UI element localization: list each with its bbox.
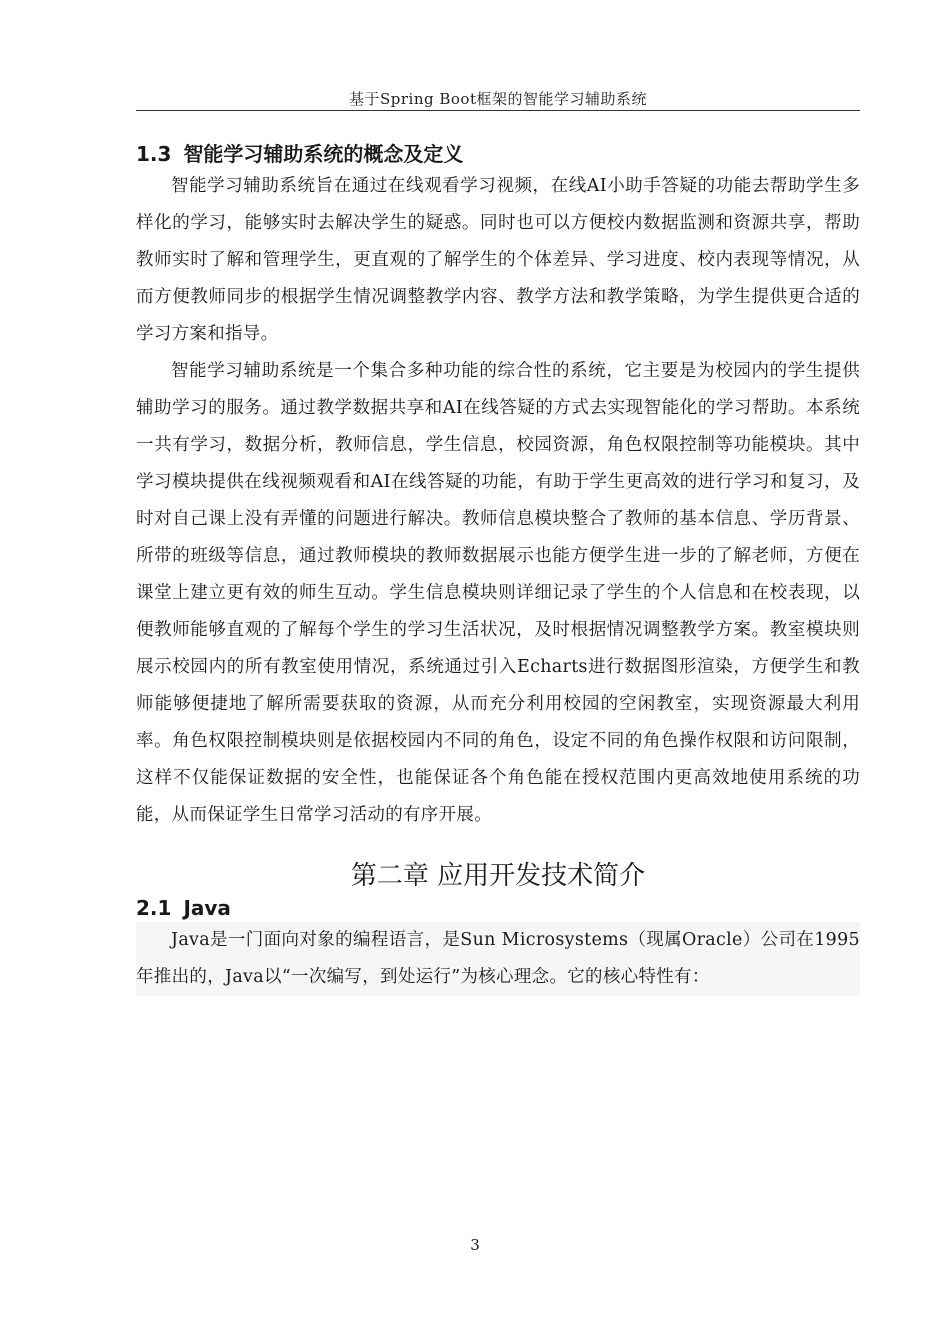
chapter-title: 第二章 应用开发技术简介 [350,861,646,891]
section-title: Java [183,896,231,920]
section-title: 智能学习辅助系统的概念及定义 [183,142,464,166]
paragraph: 智能学习辅助系统是一个集合多种功能的综合性的系统，它主要是为校园内的学生提供辅助学习的服务。通过教学数据共享和AI在线答疑的方式去实现智能化的学习帮助。本系统一共有学习，数据分析，教师信息，学生信息，校园资源，角色权限控制等功能模块。其中学习模块提供在线视频观看和AI在线答疑的功能，有助于学生更高效的进行学习和复习，及时对自己课上没有弄懂的问题进行解决。教师信息模块整合了教师的基本信息、学历背景、所带的班级等信息，通过教师模块的教师数据展示也能方便学生进一步的了解老师，方便在课堂上建立更有效的师生互动。学生信息模块则详细记录了学生的个人信息和在校表现，以便教师能够直观的了解每个学生的学习生活状况，及时根据情况调整教学方案。教室模块则展示校园内的所有教室使用情况，系统通过引入Echarts进行数据图形渲染，方便学生和教师能够便捷地了解所需要获取的资源，从而充分利用校园的空闲教室，实现资源最大利用率。角色权限控制模块则是依据校园内不同的角色，设定不同的角色操作权限和访问限制，这样不仅能保证数据的安全性，也能保证各个角色能在授权范围内更高效地使用系统的功能，从而保证学生日常学习活动的有序开展。 [136,361,860,825]
section-heading-1-3 [136,140,860,168]
running-header: 基于Spring Boot框架的智能学习辅助系统 [349,90,647,108]
page-body [136,140,860,996]
section-heading-2-1 [136,894,860,922]
paragraph-highlighted: Java是一门面向对象的编程语言，是Sun Microsystems（现属Oracle）公司在1995年推出的，Java以“一次编写，到处运行”为核心理念。它的核心特性有： [136,922,860,996]
section-number: 2.1 [136,896,172,920]
section-number: 1.3 [136,142,172,166]
page-number: 3 [470,1236,480,1254]
header-rule [136,110,860,111]
paragraph: 智能学习辅助系统旨在通过在线观看学习视频，在线AI小助手答疑的功能去帮助学生多样化的学习，能够实时去解决学生的疑惑。同时也可以方便校内数据监测和资源共享，帮助教师实时了解和管理学生，更直观的了解学生的个体差异、学习进度、校内表现等情况，从而方便教师同步的根据学生情况调整教学内容、教学方法和教学策略，为学生提供更合适的学习方案和指导。 [136,176,860,344]
